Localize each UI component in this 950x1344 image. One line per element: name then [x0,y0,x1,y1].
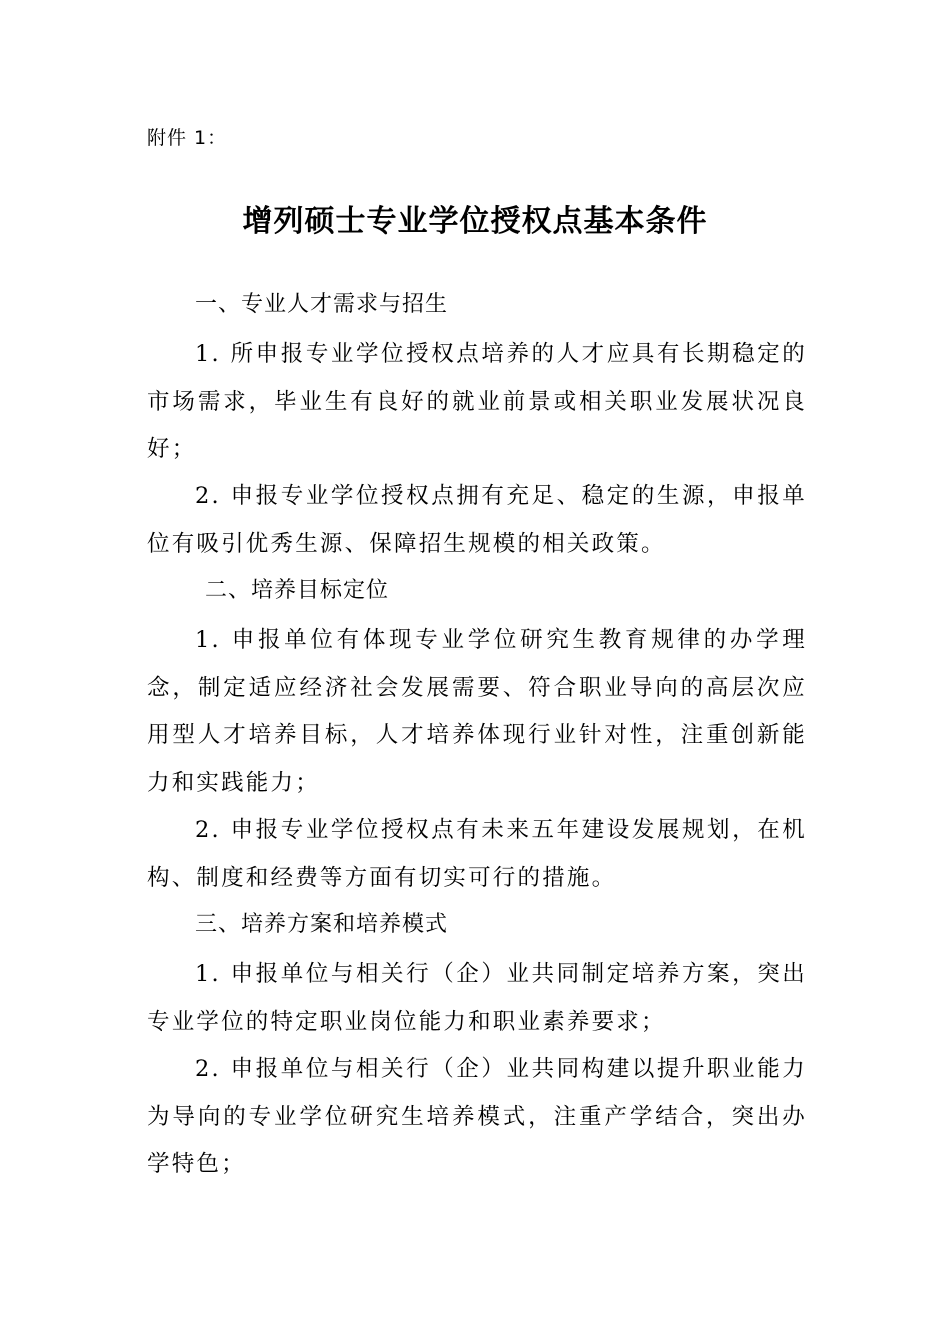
document-title: 增列硕士专业学位授权点基本条件 [242,204,708,239]
paragraph: 2. 申报单位与相关行（企）业共同构建以提升职业能力为导向的专业学位研究生培养模式，注重产学结合，突出办学特色； [147,1056,807,1177]
paragraph: 1. 申报单位与相关行（企）业共同制定培养方案，突出专业学位的特定职业岗位能力和职业素养要求； [147,961,807,1035]
section-heading: 二、培养目标定位 [205,578,390,603]
attachment-label: 附件 1： [147,127,228,149]
paragraph: 1. 申报单位有体现专业学位研究生教育规律的办学理念，制定适应经济社会发展需要、符合职业导向的高层次应用型人才培养目标，人才培养体现行业针对性，注重创新能力和实践能力； [147,627,807,796]
section-heading: 三、培养方案和培养模式 [195,912,449,937]
paragraph: 2. 申报专业学位授权点拥有充足、稳定的生源，申报单位有吸引优秀生源、保障招生规模的相关政策。 [147,483,807,557]
section-heading: 一、专业人才需求与招生 [195,292,449,317]
paragraph: 1. 所申报专业学位授权点培养的人才应具有长期稳定的市场需求，毕业生有良好的就业前景或相关职业发展状况良好； [147,341,807,462]
paragraph: 2. 申报专业学位授权点有未来五年建设发展规划，在机构、制度和经费等方面有切实可行的措施。 [147,817,807,891]
